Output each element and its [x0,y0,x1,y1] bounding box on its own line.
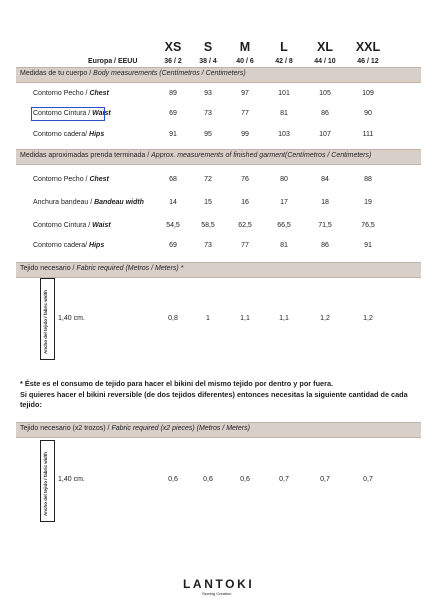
row-label-body-hips: Contorno cadera/ Hips [33,131,105,138]
eu-size-xs: 36 / 2 [164,58,182,65]
body-row-0-cell: 105 [319,90,331,97]
fabric1-cell: 1,1 [279,315,289,322]
fabric1-cell: 1,1 [240,315,250,322]
section-title: Tejido necesario (x2 trozos) / [20,425,112,432]
eu-size-m: 40 / 6 [236,58,254,65]
garment-row-1-cell: 15 [204,199,212,206]
garment-row-0-cell: 72 [204,176,212,183]
row-label-garment-chest: Contorno Pecho / Chest [33,176,109,183]
garment-row-1-cell: 14 [169,199,177,206]
body-row-2-cell: 103 [278,131,290,138]
body-row-0-cell: 89 [169,90,177,97]
fabric2-cell: 0,6 [168,476,178,483]
eu-size-s: 38 / 4 [199,58,217,65]
section-title: Medidas de tu cuerpo / [20,70,94,77]
garment-row-3-cell: 91 [364,242,372,249]
size-m: M [239,40,251,54]
size-xs: XS [164,40,182,54]
body-row-1-cell: 69 [169,110,177,117]
note-line-2: Si quieres hacer el bikini reversible (de dos tejidos diferentes) entonces necesitas la siguiente cantidad de cada tejido: [20,390,408,409]
fabric-width-side-label: Ancho del tejido / fabric width [43,289,48,354]
size-l: L [280,40,288,54]
garment-row-2-cell: 71,5 [318,222,332,229]
body-row-1-cell: 86 [321,110,329,117]
body-row-1-cell: 81 [280,110,288,117]
fabric-width-side-label-2: Ancho del tejido / fabric width [43,451,48,516]
garment-row-3-cell: 69 [169,242,177,249]
garment-row-2-cell: 62,5 [238,222,252,229]
eu-size-xl: 44 / 10 [314,58,336,65]
row-label-garment-hips: Contorno cadera/ Hips [33,242,105,249]
fabric-width-value: 1,40 cm. [58,315,85,322]
section-title: Medidas aproximadas prenda terminada / [20,152,152,159]
garment-row-1-cell: 16 [241,199,249,206]
garment-row-2-cell: 58,5 [201,222,215,229]
body-row-1-cell: 90 [364,110,372,117]
section-title-en: Approx. measurements of finished garment(Centímetros / Centimeters) [151,152,372,159]
size-xxl: XXL [355,40,381,54]
body-row-2-cell: 107 [319,131,331,138]
body-row-1-cell: 73 [204,110,212,117]
body-row-2-cell: 91 [169,131,177,138]
brand-tagline: Sewing Creation [202,591,232,596]
eu-size-l: 42 / 8 [275,58,293,65]
selection-box [31,107,105,121]
garment-row-3-cell: 86 [321,242,329,249]
fabric1-cell: 1 [206,315,210,322]
body-row-0-cell: 93 [204,90,212,97]
garment-row-2-cell: 76,5 [361,222,375,229]
fabric2-cell: 0,6 [203,476,213,483]
eu-label: Europa / EEUU [88,58,138,65]
garment-row-0-cell: 84 [321,176,329,183]
body-row-2-cell: 99 [241,131,249,138]
fabric2-cell: 0,7 [363,476,373,483]
body-row-0-cell: 101 [278,90,290,97]
eu-size-xxl: 46 / 12 [357,58,379,65]
garment-row-0-cell: 80 [280,176,288,183]
fabric1-cell: 0,8 [168,315,178,322]
garment-row-1-cell: 17 [280,199,288,206]
fabric1-cell: 1,2 [363,315,373,322]
body-row-0-cell: 97 [241,90,249,97]
size-xl: XL [317,40,333,54]
section-title-en: Fabric required (Metros / Meters) * [76,265,184,272]
garment-row-0-cell: 76 [241,176,249,183]
garment-row-2-cell: 66,5 [277,222,291,229]
fabric2-cell: 0,6 [240,476,250,483]
note-line-1: * Éste es el consumo de tejido para hacer el bikini del mismo tejido por dentro y por fuera. [20,379,334,388]
row-label-garment-bandeau: Anchura bandeau / Bandeau width [33,199,144,206]
section-title-en: Fabric required (x2 pieces) (Metros / Meters) [111,425,250,432]
fabric2-cell: 0,7 [279,476,289,483]
body-row-1-cell: 77 [241,110,249,117]
fabric2-cell: 0,7 [320,476,330,483]
row-label-garment-waist: Contorno Cintura / Waist [33,222,111,229]
section-title: Tejido necesario / [20,265,77,272]
garment-row-3-cell: 77 [241,242,249,249]
section-fabric-required [16,262,421,278]
garment-row-3-cell: 73 [204,242,212,249]
fabric-width-value-2: 1,40 cm. [58,476,85,483]
garment-row-1-cell: 18 [321,199,329,206]
section-body-measurements [16,67,421,83]
row-label-body-waist: Contorno Cintura / Waist [33,110,111,117]
section-fabric-required-x2 [16,422,421,438]
body-row-0-cell: 109 [362,90,374,97]
section-title-en: Body measurements (Centímetros / Centimeters) [93,70,246,77]
garment-row-1-cell: 19 [364,199,372,206]
garment-row-0-cell: 68 [169,176,177,183]
body-row-2-cell: 95 [204,131,212,138]
brand-logo: LANTOKI [183,577,255,591]
garment-row-0-cell: 88 [364,176,372,183]
garment-row-3-cell: 81 [280,242,288,249]
garment-row-2-cell: 54,5 [166,222,180,229]
body-row-2-cell: 111 [362,131,374,138]
row-label-body-chest: Contorno Pecho / Chest [33,90,109,97]
section-garment-measurements [16,149,421,165]
fabric1-cell: 1,2 [320,315,330,322]
size-s: S [203,40,213,54]
